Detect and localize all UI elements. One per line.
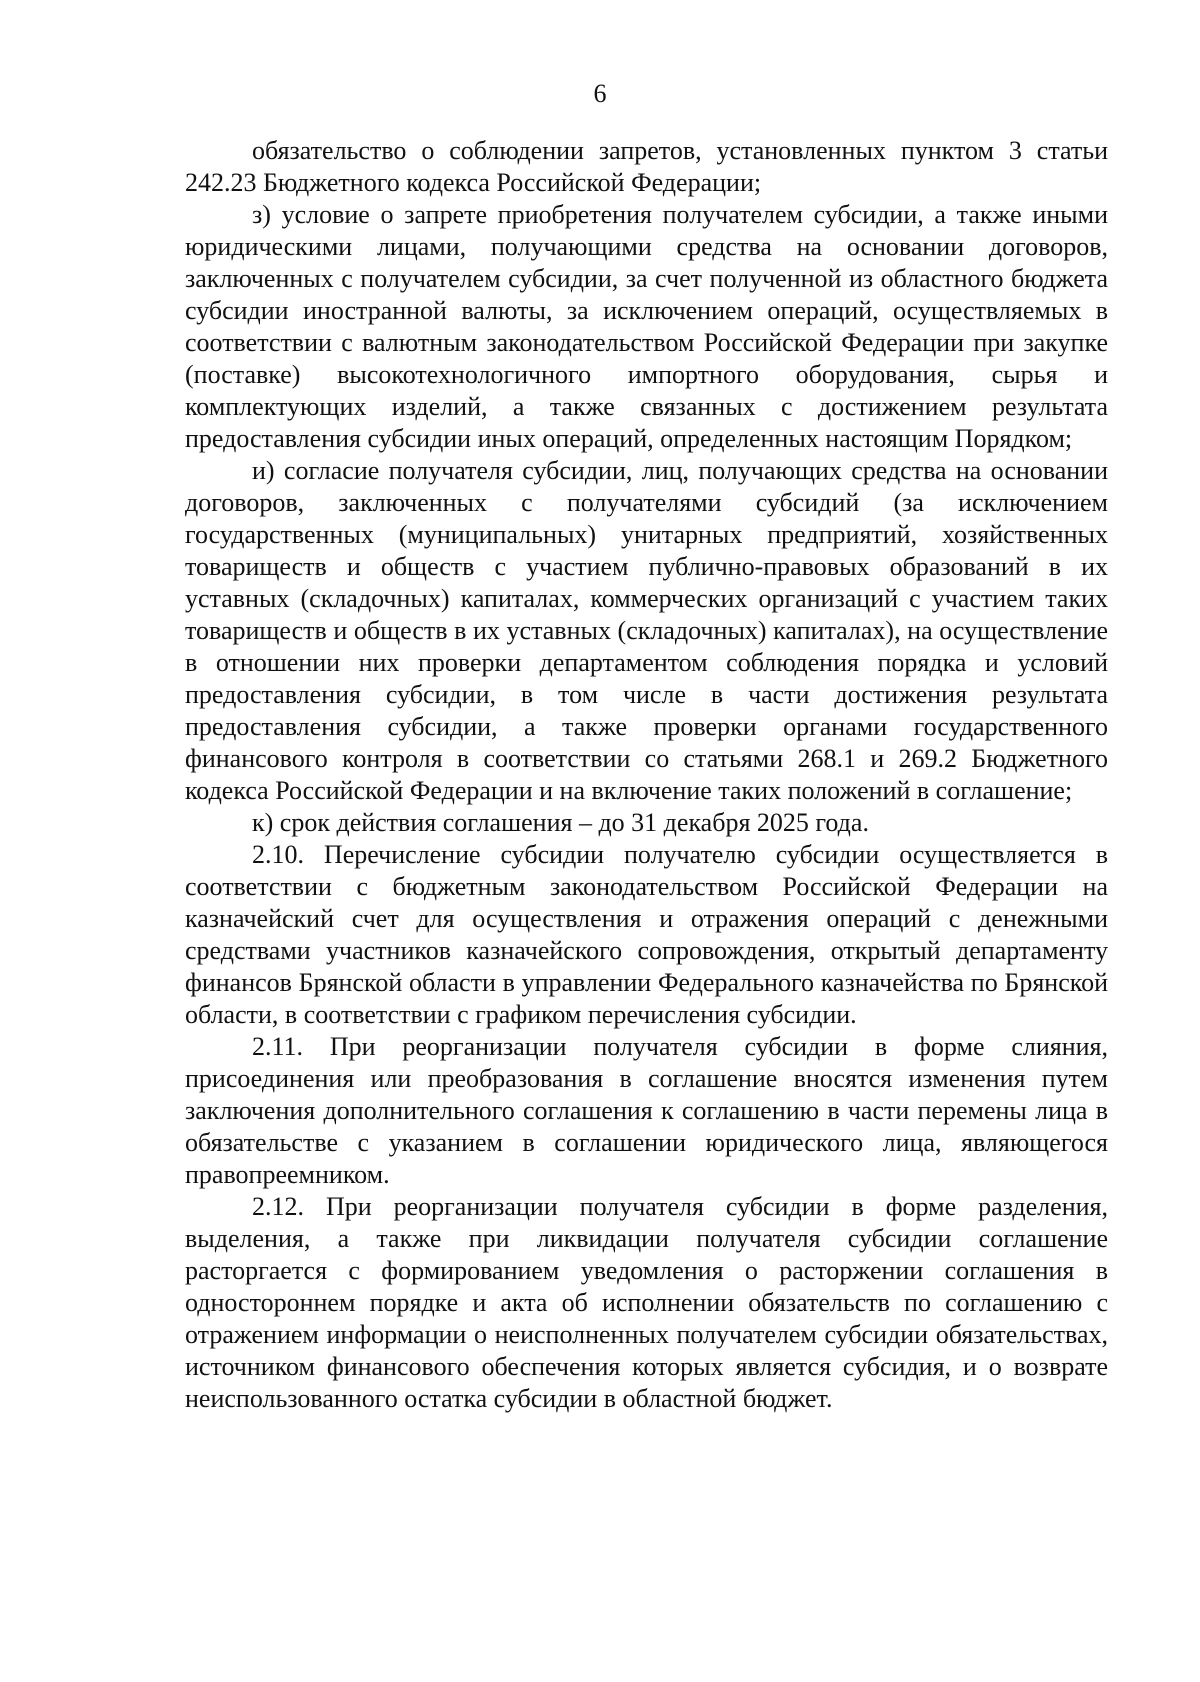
paragraph-k-agreement-term: к) срок действия соглашения – до 31 декабря 2025 года.	[252, 808, 869, 837]
document-body	[185, 135, 1108, 1415]
paragraph-2-12-reorganization-division: 2.12. При реорганизации получателя субсидии в форме разделения, выделения, а также при ликвидации получателя субсидии соглашение расторгается с формированием уведомления о расторжении соглашения в одностороннем порядке и акта об исполнении обязательств по соглашению с отражением информации о неисполненных получателем субсидии обязательствах, источником финансового обеспечения которых является субсидия, и о возврате неиспользованного остатка субсидии в областной бюджет.	[185, 1192, 1108, 1413]
paragraph-2-10-transfer: 2.10. Перечисление субсидии получателю субсидии осуществляется в соответствии с бюджетным законодательством Российской Федерации на казначейский счет для осуществления и отражения операций с денежными средствами участников казначейского сопровождения, открытый департаменту финансов Брянской области в управлении Федерального казначейства по Брянской области, в соответствии с графиком перечисления субсидии.	[185, 840, 1108, 1029]
paragraph-i-consent-to-audit: и) согласие получателя субсидии, лиц, получающих средства на основании договоров, заключенных с получателями субсидий (за исключением государственных (муниципальных) унитарных предприятий, хозяйственных товариществ и обществ с участием публично-правовых образований в их уставных (складочных) капиталах, коммерческих организаций с участием таких товариществ и обществ в их уставных (складочных) капиталах), на осуществление в отношении них проверки департаментом соблюдения порядка и условий предоставления субсидии, в том числе в части достижения результата предоставления субсидии, а также проверки органами государственного финансового контроля в соответствии со статьями 268.1 и 269.2 Бюджетного кодекса Российской Федерации и на включение таких положений в соглашение;	[185, 456, 1108, 805]
paragraph-z-currency-prohibition: з) условие о запрете приобретения получателем субсидии, а также иными юридическими лицами, получающими средства на основании договоров, заключенных с получателем субсидии, за счет полученной из областного бюджета субсидии иностранной валюты, за исключением операций, осуществляемых в соответствии с валютным законодательством Российской Федерации при закупке (поставке) высокотехнологичного импортного оборудования, сырья и комплектующих изделий, а также связанных с достижением результата предоставления субсидии иных операций, определенных настоящим Порядком;	[185, 200, 1108, 453]
paragraph-2-11-reorganization-merger: 2.11. При реорганизации получателя субсидии в форме слияния, присоединения или преобразования в соглашение вносятся изменения путем заключения дополнительного соглашения к соглашению в части перемены лица в обязательстве с указанием в соглашении юридического лица, являющегося правопреемником.	[185, 1032, 1108, 1189]
paragraph-obligation-continuation: обязательство о соблюдении запретов, установленных пунктом 3 статьи 242.23 Бюджетного кодекса Российской Федерации;	[185, 136, 1108, 197]
page-number: 6	[593, 79, 607, 108]
